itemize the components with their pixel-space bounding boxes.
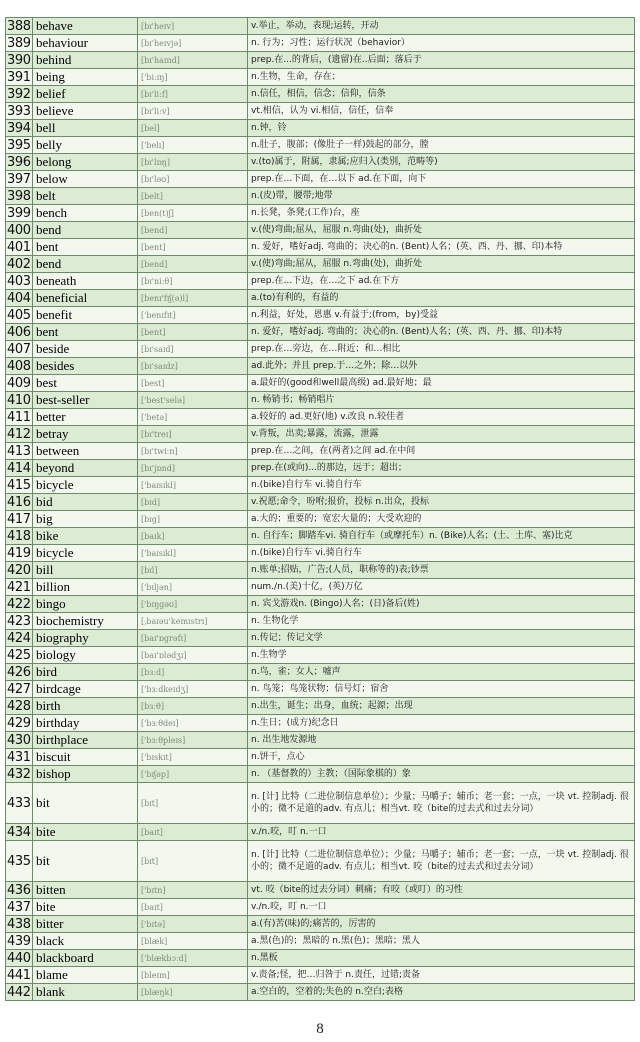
entry-phonetic: [baɪk] xyxy=(138,528,248,545)
entry-word: black xyxy=(33,933,138,950)
table-row xyxy=(6,613,635,630)
entry-meaning: a.黑(色)的；黑暗的 n.黑(色)；黑暗；黑人 xyxy=(248,933,635,950)
entry-word: below xyxy=(33,171,138,188)
entry-meaning: prep.在...的背后，(遗留)在..后面；落后于 xyxy=(248,52,635,69)
entry-word: birthplace xyxy=(33,732,138,749)
entry-phonetic: [bɜːd] xyxy=(138,664,248,681)
entry-number: 389 xyxy=(7,35,31,51)
entry-word: bend xyxy=(33,256,138,273)
entry-word: beneath xyxy=(33,273,138,290)
entry-meaning: vt. 咬（bite的过去分词）刺痛；有咬（或叮）的习性 xyxy=(248,882,635,899)
table-row xyxy=(6,154,635,171)
table-row xyxy=(6,426,635,443)
entry-phonetic: ['bɪŋgəʊ] xyxy=(138,596,248,613)
entry-phonetic: [bent] xyxy=(138,324,248,341)
table-row xyxy=(6,256,635,273)
entry-meaning: n.(bike)自行车 vi.骑自行车 xyxy=(248,477,635,494)
entry-phonetic: [bɪl] xyxy=(138,562,248,579)
table-row xyxy=(6,137,635,154)
table-row xyxy=(6,899,635,916)
entry-number: 438 xyxy=(7,916,31,932)
entry-meaning: n. 出生地发源地 xyxy=(248,732,635,749)
entry-phonetic: [bɪ'liːf] xyxy=(138,86,248,103)
entry-phonetic: [bɪ'niːθ] xyxy=(138,273,248,290)
entry-phonetic: [bɪ'jɒnd] xyxy=(138,460,248,477)
entry-meaning: v.举止，举动，表现;运转，开动 xyxy=(248,18,635,35)
entry-number: 417 xyxy=(7,511,31,527)
entry-phonetic: [baɪ'ɒlədʒɪ] xyxy=(138,647,248,664)
table-row xyxy=(6,443,635,460)
entry-meaning: n.肚子，腹部；(像肚子一样)鼓起的部分，膛 xyxy=(248,137,635,154)
table-row xyxy=(6,647,635,664)
entry-phonetic: [baɪt] xyxy=(138,899,248,916)
table-row xyxy=(6,392,635,409)
table-row xyxy=(6,916,635,933)
entry-meaning: a.空白的，空着的;失色的 n.空白;表格 xyxy=(248,984,635,1001)
entry-number: 434 xyxy=(7,824,31,840)
entry-phonetic: [bɪ'liːv] xyxy=(138,103,248,120)
entry-phonetic: [bɪg] xyxy=(138,511,248,528)
table-row xyxy=(6,528,635,545)
entry-word: beside xyxy=(33,341,138,358)
entry-word: blank xyxy=(33,984,138,1001)
entry-number: 441 xyxy=(7,967,31,983)
entry-meaning: n.鸟，雀；女人；嘘声 xyxy=(248,664,635,681)
entry-phonetic: ['best'selə] xyxy=(138,392,248,409)
entry-number: 431 xyxy=(7,749,31,765)
table-row xyxy=(6,562,635,579)
entry-word: believe xyxy=(33,103,138,120)
entry-phonetic: ['bɪljən] xyxy=(138,579,248,596)
entry-number: 399 xyxy=(7,205,31,221)
entry-meaning: n.(皮)带，腰带;地带 xyxy=(248,188,635,205)
table-row xyxy=(6,188,635,205)
table-row xyxy=(6,358,635,375)
entry-meaning: v.祝愿;命令，吩咐;报价，投标 n.出众，投标 xyxy=(248,494,635,511)
entry-meaning: n.饼干，点心 xyxy=(248,749,635,766)
entry-meaning: n. 爱好，嗜好adj. 弯曲的；决心的n. (Bent)人名；(英、西、丹、挪、印)本特 xyxy=(248,239,635,256)
entry-meaning: n.传记；传记文学 xyxy=(248,630,635,647)
entry-word: bent xyxy=(33,239,138,256)
entry-number: 437 xyxy=(7,899,31,915)
entry-meaning: n. （基督教的）主教；（国际象棋的）象 xyxy=(248,766,635,783)
entry-number: 422 xyxy=(7,596,31,612)
entry-phonetic: ['baɪsɪkl] xyxy=(138,545,248,562)
entry-number: 430 xyxy=(7,732,31,748)
table-row xyxy=(6,239,635,256)
entry-word: biography xyxy=(33,630,138,647)
entry-word: bite xyxy=(33,824,138,841)
entry-meaning: n.利益，好处，恩惠 v.有益于;(from，by)受益 xyxy=(248,307,635,324)
entry-phonetic: ['biːɪŋ] xyxy=(138,69,248,86)
table-row xyxy=(6,732,635,749)
table-row xyxy=(6,171,635,188)
entry-number: 391 xyxy=(7,69,31,85)
entry-word: belong xyxy=(33,154,138,171)
table-row xyxy=(6,933,635,950)
entry-number: 412 xyxy=(7,426,31,442)
table-row xyxy=(6,824,635,841)
entry-phonetic: [bɜːθ] xyxy=(138,698,248,715)
entry-phonetic: [baɪt] xyxy=(138,824,248,841)
table-row xyxy=(6,341,635,358)
entry-word: birth xyxy=(33,698,138,715)
table-row xyxy=(6,52,635,69)
entry-meaning: n. [计] 比特（二进位制信息单位）；少量；马嚼子；辅币；老一套；一点，一块 vt. 控制adj. 很小的；微不足道的adv. 有点儿；相当vt. 咬（bite的过去式和过去分词） xyxy=(248,783,635,824)
entry-word: bicycle xyxy=(33,545,138,562)
entry-word: belly xyxy=(33,137,138,154)
entry-word: behaviour xyxy=(33,35,138,52)
entry-phonetic: [blæŋk] xyxy=(138,984,248,1001)
entry-number: 394 xyxy=(7,120,31,136)
entry-number: 419 xyxy=(7,545,31,561)
entry-meaning: n.生日；(成方)纪念日 xyxy=(248,715,635,732)
entry-meaning: n.黑板 xyxy=(248,950,635,967)
entry-meaning: vt.相信，认为 vi.相信，信任，信奉 xyxy=(248,103,635,120)
entry-meaning: n. 自行车；脚踏车vi. 骑自行车（或摩托车）n. (Bike)人名；(土、土库、塞)比克 xyxy=(248,528,635,545)
entry-number: 406 xyxy=(7,324,31,340)
entry-phonetic: [bɪ'lɒŋ] xyxy=(138,154,248,171)
entry-meaning: n.信任，相信，信念；信仰，信条 xyxy=(248,86,635,103)
entry-number: 388 xyxy=(7,18,31,34)
entry-phonetic: [bɪ'treɪ] xyxy=(138,426,248,443)
entry-word: beyond xyxy=(33,460,138,477)
entry-number: 405 xyxy=(7,307,31,323)
table-row xyxy=(6,984,635,1001)
entry-number: 414 xyxy=(7,460,31,476)
table-row xyxy=(6,630,635,647)
entry-word: bishop xyxy=(33,766,138,783)
entry-number: 433 xyxy=(6,783,33,824)
entry-word: behind xyxy=(33,52,138,69)
entry-word: bench xyxy=(33,205,138,222)
table-row xyxy=(6,69,635,86)
entry-meaning: n. [计] 比特（二进位制信息单位）；少量；马嚼子；辅币；老一套；一点，一块 vt. 控制adj. 很小的；微不足道的adv. 有点儿；相当vt. 咬（bite的过去式和过去分词） xyxy=(248,841,635,882)
entry-meaning: n.钟，铃 xyxy=(248,120,635,137)
entry-phonetic: [bɪt] xyxy=(138,841,248,882)
table-row xyxy=(6,120,635,137)
entry-meaning: n.账单;招贴，广告;(人员，职称等的)表;钞票 xyxy=(248,562,635,579)
entry-word: belt xyxy=(33,188,138,205)
entry-phonetic: ['bɜːθpleɪs] xyxy=(138,732,248,749)
table-row xyxy=(6,35,635,52)
entry-phonetic: [bel] xyxy=(138,120,248,137)
entry-number: 398 xyxy=(7,188,31,204)
entry-meaning: n.长凳，条凳;(工作)台，座 xyxy=(248,205,635,222)
entry-number: 416 xyxy=(7,494,31,510)
entry-word: besides xyxy=(33,358,138,375)
entry-word: bend xyxy=(33,222,138,239)
entry-word: bell xyxy=(33,120,138,137)
table-row xyxy=(6,783,635,824)
entry-number: 418 xyxy=(7,528,31,544)
entry-number: 395 xyxy=(7,137,31,153)
table-row xyxy=(6,324,635,341)
entry-phonetic: [bɪ'saɪd] xyxy=(138,341,248,358)
table-row xyxy=(6,307,635,324)
entry-meaning: n. 行为；习性；运行状况（behavior） xyxy=(248,35,635,52)
entry-meaning: n.生物学 xyxy=(248,647,635,664)
entry-word: benefit xyxy=(33,307,138,324)
table-row xyxy=(6,103,635,120)
entry-number: 390 xyxy=(7,52,31,68)
entry-word: birdcage xyxy=(33,681,138,698)
entry-number: 396 xyxy=(7,154,31,170)
table-row xyxy=(6,664,635,681)
entry-meaning: n. 生物化学 xyxy=(248,613,635,630)
entry-phonetic: [bɪ'saɪdz] xyxy=(138,358,248,375)
entry-meaning: v.责备;怪，把…归咎于 n.责任，过错;责备 xyxy=(248,967,635,984)
table-row xyxy=(6,882,635,899)
page-number: 8 xyxy=(316,1021,324,1037)
entry-phonetic: [benɪ'fɪʃ(ə)l] xyxy=(138,290,248,307)
entry-number: 432 xyxy=(7,766,31,782)
entry-number: 435 xyxy=(6,841,33,882)
entry-phonetic: ['belɪ] xyxy=(138,137,248,154)
entry-meaning: a.(to)有利的，有益的 xyxy=(248,290,635,307)
entry-word: bitten xyxy=(33,882,138,899)
entry-meaning: n. 鸟笼；鸟笼状物；信号灯；宿舍 xyxy=(248,681,635,698)
entry-phonetic: [bend] xyxy=(138,256,248,273)
entry-phonetic: [ben(t)ʃ] xyxy=(138,205,248,222)
entry-phonetic: [bɪ'twiːn] xyxy=(138,443,248,460)
table-row xyxy=(6,698,635,715)
entry-word: biscuit xyxy=(33,749,138,766)
entry-meaning: n. 畅销书；畅销唱片 xyxy=(248,392,635,409)
entry-word: bird xyxy=(33,664,138,681)
entry-meaning: n.出生，诞生；出身，血统；起源；出现 xyxy=(248,698,635,715)
entry-meaning: prep.在…下边，在…之下 ad.在下方 xyxy=(248,273,635,290)
entry-phonetic: [bɪ'heɪvjə] xyxy=(138,35,248,52)
entry-word: betray xyxy=(33,426,138,443)
entry-word: being xyxy=(33,69,138,86)
entry-phonetic: [baɪ'ɒgrəfɪ] xyxy=(138,630,248,647)
entry-number: 409 xyxy=(7,375,31,391)
table-row xyxy=(6,494,635,511)
entry-meaning: n.(bike)自行车 vi.骑自行车 xyxy=(248,545,635,562)
entry-number: 423 xyxy=(7,613,31,629)
entry-phonetic: ['blækbɔːd] xyxy=(138,950,248,967)
entry-meaning: n. 爱好，嗜好adj. 弯曲的；决心的n. (Bent)人名；(英、西、丹、挪、印)本特 xyxy=(248,324,635,341)
entry-phonetic: [best] xyxy=(138,375,248,392)
entry-number: 411 xyxy=(7,409,31,425)
table-row xyxy=(6,460,635,477)
entry-phonetic: ['bɪʃəp] xyxy=(138,766,248,783)
entry-phonetic: ['betə] xyxy=(138,409,248,426)
entry-meaning: prep.在…旁边，在…附近；和…相比 xyxy=(248,341,635,358)
entry-word: better xyxy=(33,409,138,426)
entry-number: 413 xyxy=(7,443,31,459)
entry-number: 410 xyxy=(7,392,31,408)
entry-number: 392 xyxy=(7,86,31,102)
entry-number: 397 xyxy=(7,171,31,187)
entry-phonetic: [bent] xyxy=(138,239,248,256)
entry-number: 401 xyxy=(7,239,31,255)
table-row xyxy=(6,579,635,596)
entry-number: 403 xyxy=(7,273,31,289)
entry-phonetic: ['bɪtn] xyxy=(138,882,248,899)
table-row xyxy=(6,766,635,783)
entry-meaning: a.大的；重要的；宽宏大量的；大受欢迎的 xyxy=(248,511,635,528)
table-row xyxy=(6,715,635,732)
table-row xyxy=(6,950,635,967)
entry-number: 425 xyxy=(7,647,31,663)
entry-word: bit xyxy=(33,841,138,882)
entry-word: belief xyxy=(33,86,138,103)
entry-phonetic: [blæk] xyxy=(138,933,248,950)
entry-phonetic: [ˌbaɪəu'kemɪstrɪ] xyxy=(138,613,248,630)
entry-word: blame xyxy=(33,967,138,984)
vocabulary-table-body xyxy=(6,18,635,1001)
entry-phonetic: [bɪt] xyxy=(138,783,248,824)
table-row xyxy=(6,18,635,35)
entry-number: 420 xyxy=(7,562,31,578)
entry-word: bike xyxy=(33,528,138,545)
entry-phonetic: [bɪd] xyxy=(138,494,248,511)
table-row xyxy=(6,545,635,562)
entry-meaning: v.背叛，出卖;暴露，流露，泄露 xyxy=(248,426,635,443)
entry-phonetic: ['bɜːθdeɪ] xyxy=(138,715,248,732)
entry-word: billion xyxy=(33,579,138,596)
entry-number: 402 xyxy=(7,256,31,272)
entry-meaning: v./n.咬，叮 n.一口 xyxy=(248,824,635,841)
entry-word: best-seller xyxy=(33,392,138,409)
entry-number: 407 xyxy=(7,341,31,357)
entry-phonetic: [bɪ'haɪnd] xyxy=(138,52,248,69)
entry-phonetic: [bɪ'heɪv] xyxy=(138,18,248,35)
table-row xyxy=(6,596,635,613)
table-row xyxy=(6,477,635,494)
entry-number: 393 xyxy=(7,103,31,119)
entry-word: bit xyxy=(33,783,138,824)
table-row xyxy=(6,967,635,984)
entry-meaning: v./n.咬，叮 n.一口 xyxy=(248,899,635,916)
entry-phonetic: ['bɪtə] xyxy=(138,916,248,933)
entry-word: bent xyxy=(33,324,138,341)
entry-word: best xyxy=(33,375,138,392)
entry-number: 429 xyxy=(7,715,31,731)
entry-number: 440 xyxy=(7,950,31,966)
table-row xyxy=(6,290,635,307)
table-row xyxy=(6,511,635,528)
table-row xyxy=(6,749,635,766)
entry-number: 424 xyxy=(7,630,31,646)
entry-number: 421 xyxy=(7,579,31,595)
table-row xyxy=(6,205,635,222)
entry-word: biology xyxy=(33,647,138,664)
table-row xyxy=(6,222,635,239)
entry-meaning: a.(有)苦(味)的;痛苦的，厉害的 xyxy=(248,916,635,933)
entry-number: 428 xyxy=(7,698,31,714)
entry-word: between xyxy=(33,443,138,460)
entry-meaning: a.较好的 ad.更好(地) v.改良 n.较佳者 xyxy=(248,409,635,426)
entry-number: 404 xyxy=(7,290,31,306)
entry-number: 400 xyxy=(7,222,31,238)
table-row xyxy=(6,86,635,103)
entry-word: birthday xyxy=(33,715,138,732)
entry-word: bingo xyxy=(33,596,138,613)
entry-number: 408 xyxy=(7,358,31,374)
entry-phonetic: [bleɪm] xyxy=(138,967,248,984)
entry-phonetic: ['bɪskɪt] xyxy=(138,749,248,766)
entry-word: bite xyxy=(33,899,138,916)
table-row xyxy=(6,841,635,882)
entry-meaning: ad.此外；并且 prep.于…之外；除…以外 xyxy=(248,358,635,375)
entry-number: 426 xyxy=(7,664,31,680)
table-row xyxy=(6,273,635,290)
entry-meaning: prep.在…之间，在(两者)之间 ad.在中间 xyxy=(248,443,635,460)
entry-meaning: a.最好的(good和well最高级) ad.最好地；最 xyxy=(248,375,635,392)
entry-word: bicycle xyxy=(33,477,138,494)
entry-word: behave xyxy=(33,18,138,35)
entry-phonetic: ['bɜːdkeɪdʒ] xyxy=(138,681,248,698)
entry-meaning: v.(使)弯曲;屈从，屈服 n.弯曲(处)，曲折处 xyxy=(248,222,635,239)
entry-word: bid xyxy=(33,494,138,511)
entry-word: beneficial xyxy=(33,290,138,307)
entry-word: biochemistry xyxy=(33,613,138,630)
entry-phonetic: [belt] xyxy=(138,188,248,205)
entry-phonetic: [bɪ'ləʊ] xyxy=(138,171,248,188)
vocabulary-table xyxy=(5,17,635,1001)
entry-word: big xyxy=(33,511,138,528)
entry-number: 436 xyxy=(7,882,31,898)
entry-word: bill xyxy=(33,562,138,579)
table-row xyxy=(6,375,635,392)
entry-meaning: prep.在…下面，在…以下 ad.在下面，向下 xyxy=(248,171,635,188)
entry-meaning: v.(使)弯曲;屈从，屈服 n.弯曲(处)，曲折处 xyxy=(248,256,635,273)
entry-phonetic: ['benɪfɪt] xyxy=(138,307,248,324)
entry-number: 439 xyxy=(7,933,31,949)
entry-word: bitter xyxy=(33,916,138,933)
entry-meaning: n. 宾戈游戏n. (Bingo)人名；(日)备后(姓) xyxy=(248,596,635,613)
entry-number: 415 xyxy=(7,477,31,493)
entry-meaning: num./n.(美)十亿，(英)万亿 xyxy=(248,579,635,596)
entry-number: 427 xyxy=(7,681,31,697)
table-row xyxy=(6,681,635,698)
entry-word: blackboard xyxy=(33,950,138,967)
entry-phonetic: [bend] xyxy=(138,222,248,239)
entry-phonetic: ['baɪsɪkl] xyxy=(138,477,248,494)
entry-meaning: v.(to)属于，附属，隶属;应归入(类别，范畴等) xyxy=(248,154,635,171)
entry-number: 442 xyxy=(7,984,31,1000)
entry-meaning: n.生物，生命，存在； xyxy=(248,69,635,86)
table-row xyxy=(6,409,635,426)
entry-meaning: prep.在(或向)...的那边，远于；超出； xyxy=(248,460,635,477)
